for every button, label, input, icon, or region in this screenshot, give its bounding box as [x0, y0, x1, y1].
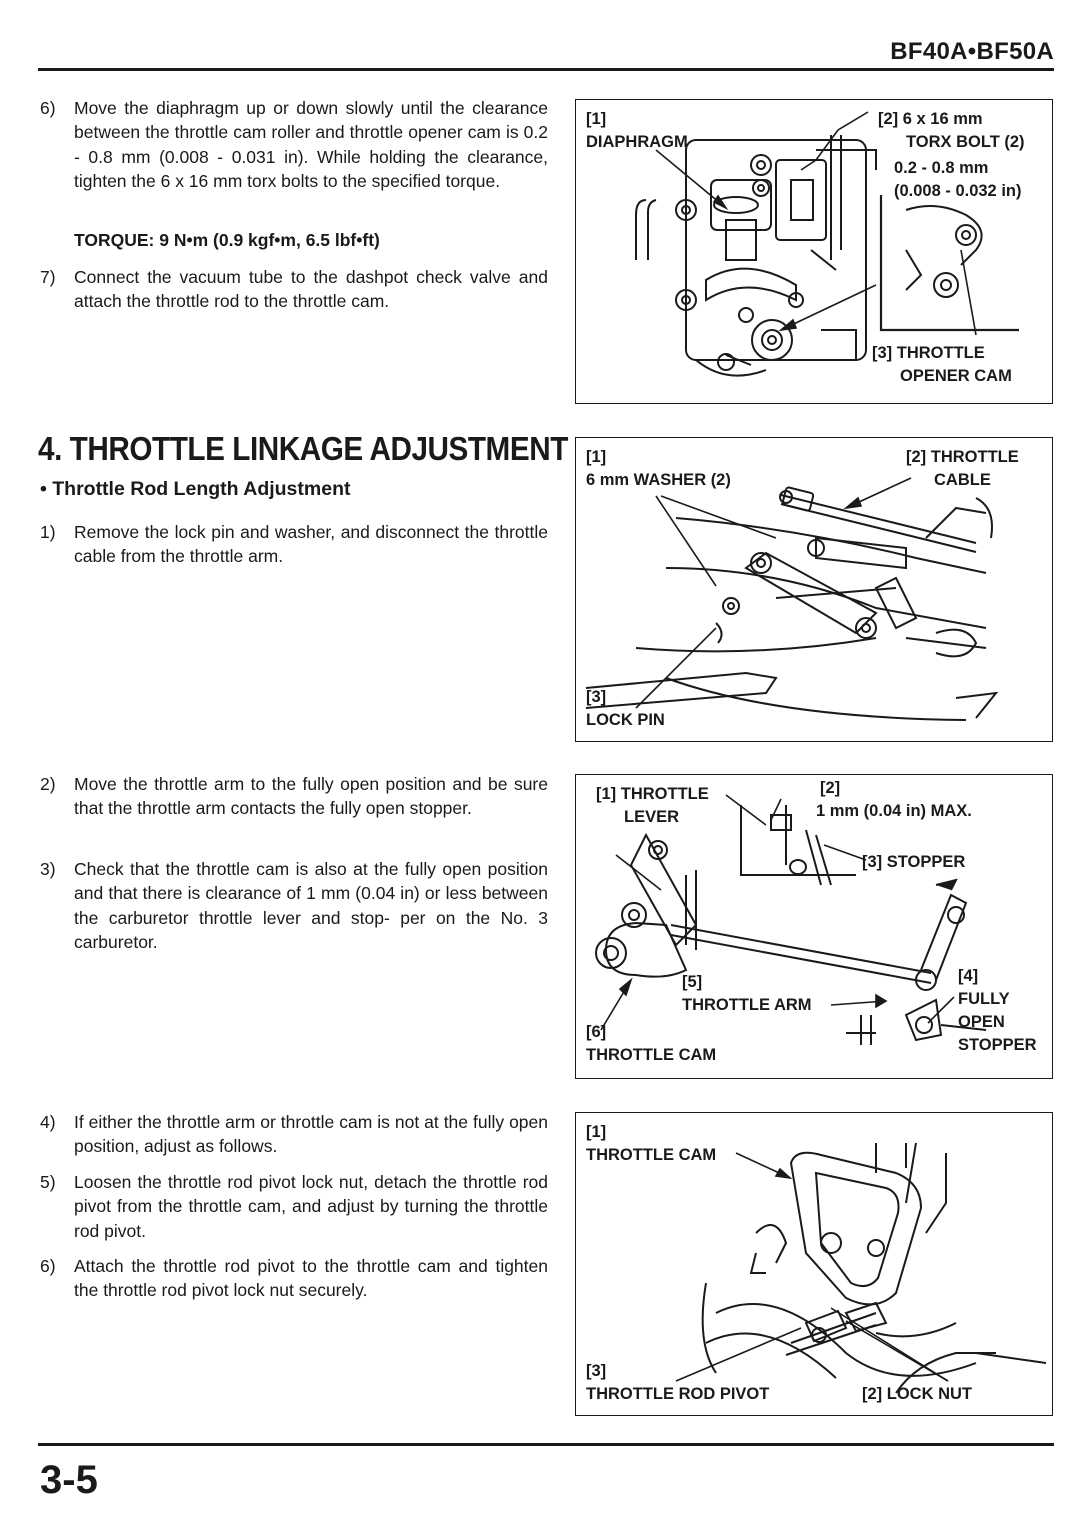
label-max-gap	[816, 777, 972, 823]
label-clearance	[894, 157, 1021, 203]
label-throttle-cam	[586, 1121, 716, 1167]
callout-text: [2] THROTTLE	[906, 448, 1019, 466]
section-title: 4. THROTTLE LINKAGE ADJUSTMENT	[38, 430, 568, 467]
step-1-remove-lock-pin	[40, 520, 548, 569]
step-number: 2)	[40, 774, 56, 794]
label-throttle-arm	[682, 971, 812, 1017]
header-rule	[38, 68, 1054, 71]
label-lock-pin	[586, 686, 665, 732]
step-text: Remove the lock pin and washer, and disconnect the throttle cable from the throttle arm.	[74, 522, 548, 567]
clearance-in: (0.008 - 0.032 in)	[894, 182, 1022, 200]
figure-fully-open-stopper	[575, 774, 1053, 1079]
manual-model-header: BF40A•BF50A	[890, 38, 1054, 65]
callout-number: [2]	[820, 779, 841, 797]
step-text: Move the diaphragm up or down slowly until the clearance between the throttle cam roller and throttle opener cam is 0.2 - 0.8 mm (0.008 - 0.031 in). While holding the clearance, tighten the 6 x 16 mm torx bolts to the specified torque.	[74, 98, 548, 191]
callout-text: 6 mm WASHER (2)	[586, 471, 731, 489]
callout-text: [2] 6 x 16 mm	[878, 110, 983, 128]
page-number: 3-5	[40, 1458, 98, 1502]
callout-text: THROTTLE ROD PIVOT	[586, 1385, 770, 1403]
callout-number: [1]	[586, 1123, 607, 1141]
callout-text: FULLY	[958, 990, 1010, 1008]
subsection-title: • Throttle Rod Length Adjustment	[40, 478, 351, 500]
step-5-loosen-pivot	[40, 1170, 548, 1243]
callout-text: [1] THROTTLE	[596, 785, 709, 803]
callout-text: OPEN	[958, 1013, 1005, 1031]
callout-number: [1]	[586, 110, 607, 128]
step-number: 3)	[40, 859, 56, 879]
step-number: 5)	[40, 1172, 56, 1192]
label-fully-open-stopper	[958, 965, 1037, 1057]
callout-text: DIAPHRAGM	[586, 133, 688, 151]
callout-text: THROTTLE ARM	[682, 996, 812, 1014]
gap-spec: 1 mm (0.04 in) MAX.	[816, 802, 972, 820]
callout-text: CABLE	[934, 471, 991, 489]
clearance-mm: 0.2 - 0.8 mm	[894, 159, 989, 177]
figure-throttle-rod-pivot	[575, 1112, 1053, 1416]
step-text: If either the throttle arm or throttle cam is not at the fully open position, adjust as follows.	[74, 1112, 548, 1157]
footer-rule	[38, 1443, 1054, 1446]
callout-number: [6]	[586, 1023, 607, 1041]
step-3-check-cam	[40, 857, 548, 954]
step-2-fully-open	[40, 772, 548, 821]
callout-text: TORX BOLT (2)	[906, 133, 1025, 151]
step-7-connect-tube	[40, 265, 548, 314]
callout-text: [3] THROTTLE	[872, 344, 985, 362]
step-number: 6)	[40, 98, 56, 118]
step-number: 7)	[40, 267, 56, 287]
step-text: Loosen the throttle rod pivot lock nut, detach the throttle rod pivot from the throttle cam, and adjust by turning the throttle rod pivot.	[74, 1172, 548, 1241]
step-6-diaphragm	[40, 96, 548, 193]
label-throttle-cable	[906, 446, 1019, 492]
step-4-adjust	[40, 1110, 548, 1159]
callout-text: OPENER CAM	[900, 367, 1012, 385]
label-throttle-cam	[586, 1021, 716, 1067]
callout-text: LOCK PIN	[586, 711, 665, 729]
label-stopper: [3] STOPPER	[862, 853, 966, 871]
callout-number: [3]	[586, 688, 607, 706]
label-throttle-rod-pivot	[586, 1360, 769, 1406]
label-diaphragm	[586, 108, 688, 154]
step-6-attach-pivot	[40, 1254, 548, 1303]
figure-diaphragm	[575, 99, 1053, 404]
label-lock-nut: [2] LOCK NUT	[862, 1385, 972, 1403]
label-throttle-lever	[596, 783, 709, 829]
label-torx-bolt	[878, 108, 1025, 154]
step-number: 6)	[40, 1256, 56, 1276]
step-number: 1)	[40, 522, 56, 542]
callout-text: THROTTLE CAM	[586, 1046, 717, 1064]
step-text: Connect the vacuum tube to the dashpot check valve and attach the throttle rod to the throttle cam.	[74, 267, 548, 312]
label-throttle-opener-cam	[872, 342, 1012, 388]
callout-text: THROTTLE CAM	[586, 1146, 717, 1164]
label-washer	[586, 446, 731, 492]
step-text: Attach the throttle rod pivot to the throttle cam and tighten the throttle rod pivot lock nut securely.	[74, 1256, 548, 1301]
step-number: 4)	[40, 1112, 56, 1132]
callout-number: [3]	[586, 1362, 607, 1380]
callout-text: LEVER	[624, 808, 680, 826]
callout-number: [4]	[958, 967, 979, 985]
step-text: Move the throttle arm to the fully open position and be sure that the throttle arm contacts the fully open stopper.	[74, 774, 548, 819]
callout-text: STOPPER	[958, 1036, 1037, 1054]
callout-number: [1]	[586, 448, 607, 466]
callout-number: [5]	[682, 973, 703, 991]
figure-lock-pin	[575, 437, 1053, 742]
torque-spec: TORQUE: 9 N•m (0.9 kgf•m, 6.5 lbf•ft)	[74, 230, 380, 250]
step-text: Check that the throttle cam is also at the fully open position and that there is clearance of 1 mm (0.04 in) or less between the carburetor throttle lever and stop- per on the No. 3 carburetor.	[74, 859, 548, 952]
